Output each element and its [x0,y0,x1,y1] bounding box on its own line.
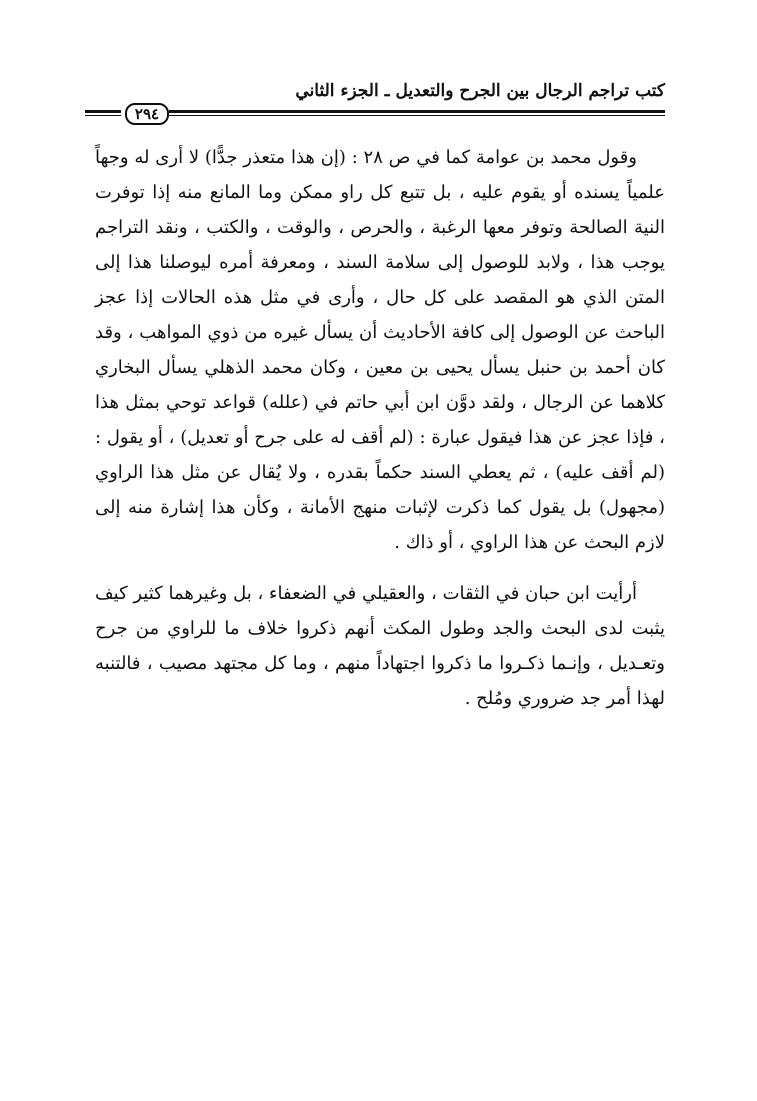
page-number: ٢٩٤ [125,103,169,125]
paragraph-2: أرأيت ابن حبان في الثقات ، والعقيلي في الضعفاء ، بل وغيرهما كثير كيف يثبت لدى البحث والجد وطول المكث أنهم ذكروا خلاف ما للراوي من جرح وتعـديل ، وإنـما ذكـروا ما ذكروا اجتهاداً منهم ، وما كل مجتهد مصيب ، فالتنبه لهذا أمر جد ضروري ومُلح . [95,583,665,709]
header-rule [169,110,665,116]
header-title: كتب تراجم الرجال بين الجرح والتعديل ـ الجزء الثاني [295,81,665,101]
body-text [95,140,665,716]
running-header [85,80,665,123]
paragraph-1: وقول محمد بن عوامة كما في ص ٢٨ : (إن هذا متعذر جدًّا) لا أرى له وجهاً علمياً يسنده أو يقوم عليه ، بل تتبع كل راو ممكن وما المانع منه إذا توفرت النية الصالحة وتوفر معها الرغبة ، والحرص ، والوقت ، والكتب ، ونقد التراجم يوجب هذا ، ولابد للوصول إلى سلامة السند ، ومعرفة أمره ليوصلنا هذا إلى المتن الذي هو المقصد على كل حال ، وأرى في مثل هذه الحالات إذا عجز الباحث عن الوصول إلى كافة الأحاديث أن يسأل غيره من ذوي المواهب ، وقد كان أحمد بن حنبل يسأل يحيى بن معين ، وكان محمد الذهلي يسأل البخاري كلاهما عن الرجال ، ولقد دوَّن ابن أبي حاتم في (علله) قواعد توحي بمثل هذا ، فإذا عجز عن هذا فيقول عبارة : (لم أقف له على جرح أو تعديل) ، أو يقول : (لم أقف عليه) ، ثم يعطي السند حكماً بقدره ، ولا يُقال عن مثل هذا الراوي (مجهول) بل يقول كما ذكرت لإثبات منهج الأمانة ، وكأن هذا إشارة منه إلى لازم البحث عن هذا الراوي ، أو ذاك . [95,147,665,553]
header-left-rule [85,110,121,116]
